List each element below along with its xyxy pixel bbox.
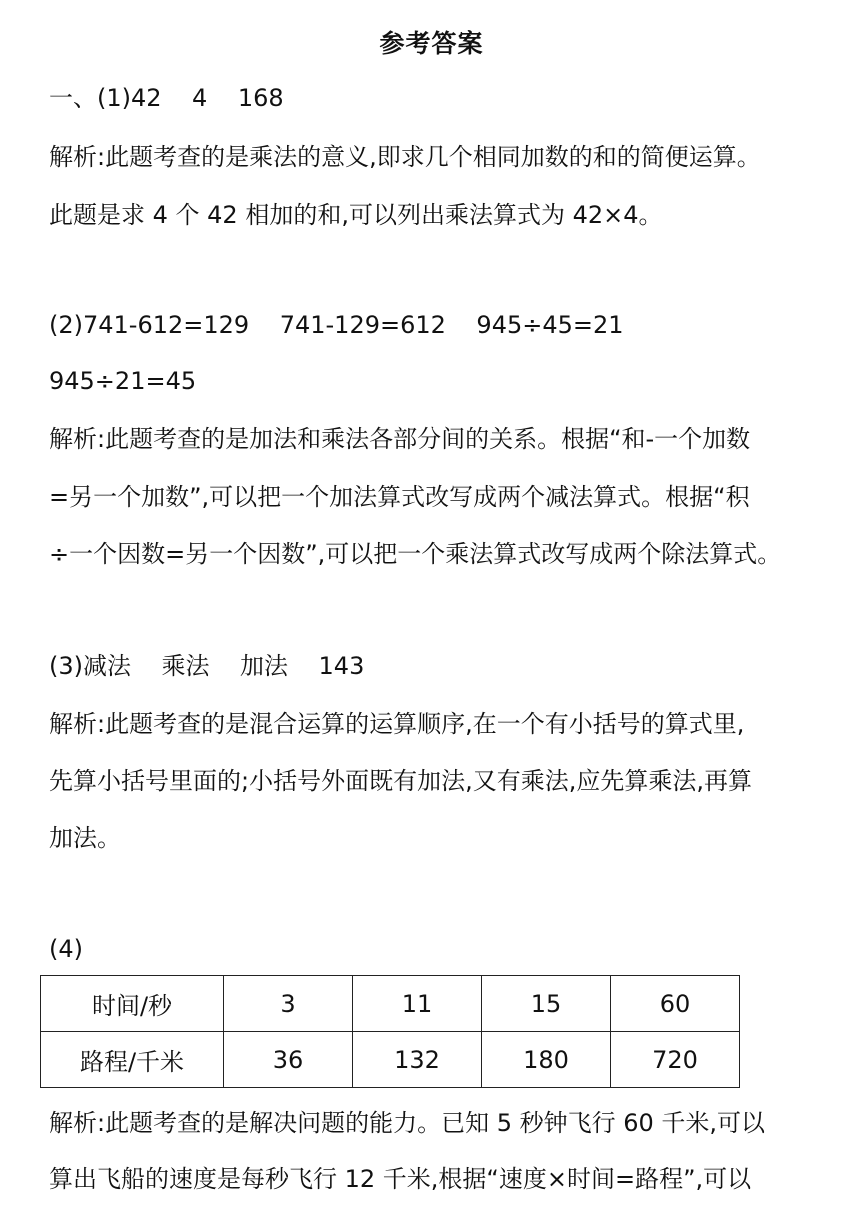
table-cell: 路程/千米: [41, 1032, 224, 1088]
q1-analysis-line-2: 此题是求 4 个 42 相加的和,可以列出乘法算式为 42×4。: [49, 201, 663, 229]
q3-analysis-line-3: 加法。: [49, 824, 121, 852]
table-row: [41, 1032, 740, 1088]
q4-label: (4): [49, 935, 83, 963]
time-distance-table: [40, 975, 740, 1088]
q3-analysis-line-1: 解析:此题考查的是混合运算的运算顺序,在一个有小括号的算式里,: [49, 710, 745, 738]
q2-analysis-line-1: 解析:此题考查的是加法和乘法各部分间的关系。根据“和-一个加数: [49, 425, 751, 453]
q3-analysis-line-2: 先算小括号里面的;小括号外面既有加法,又有乘法,应先算乘法,再算: [49, 767, 752, 795]
q3-answer: (3)减法 乘法 加法 143: [49, 652, 365, 680]
table-cell: 3: [224, 976, 353, 1032]
table-cell: 时间/秒: [41, 976, 224, 1032]
q4-analysis-line-2: 算出飞船的速度是每秒飞行 12 千米,根据“速度×时间=路程”,可以: [49, 1165, 752, 1193]
q1-analysis-line-1: 解析:此题考查的是乘法的意义,即求几个相同加数的和的简便运算。: [49, 143, 761, 171]
table-cell: 36: [224, 1032, 353, 1088]
table-cell: 60: [611, 976, 740, 1032]
table-cell: 180: [482, 1032, 611, 1088]
table-cell: 15: [482, 976, 611, 1032]
q2-answer-line-1: (2)741-612=129 741-129=612 945÷45=21: [49, 311, 624, 339]
page-title: 参考答案: [379, 29, 484, 58]
q2-analysis-line-3: ÷一个因数=另一个因数”,可以把一个乘法算式改写成两个除法算式。: [49, 540, 782, 568]
q1-answer: 一、(1)42 4 168: [49, 84, 284, 112]
table-cell: 132: [353, 1032, 482, 1088]
table-cell: 720: [611, 1032, 740, 1088]
table-cell: 11: [353, 976, 482, 1032]
table-row: [41, 976, 740, 1032]
q4-analysis-line-1: 解析:此题考查的是解决问题的能力。已知 5 秒钟飞行 60 千米,可以: [49, 1109, 766, 1137]
q2-answer-line-2: 945÷21=45: [49, 367, 197, 395]
q2-analysis-line-2: =另一个加数”,可以把一个加法算式改写成两个减法算式。根据“积: [49, 483, 750, 511]
